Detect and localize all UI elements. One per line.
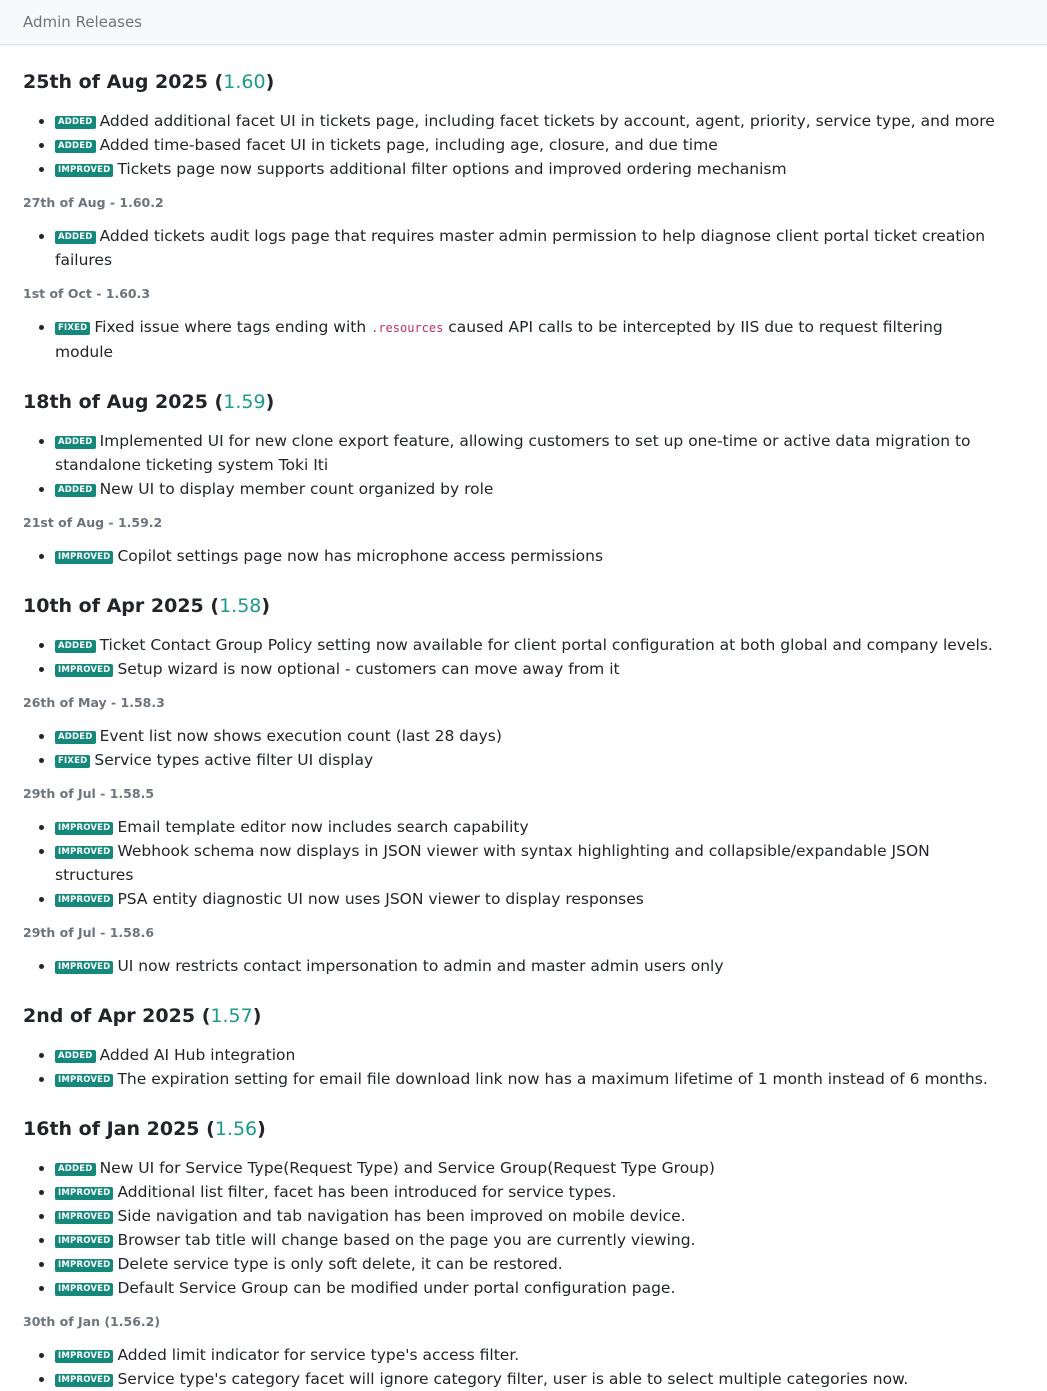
change-list xyxy=(23,532,1024,568)
release-heading: 18th of Aug 2025 (1.59) xyxy=(23,391,275,413)
release-date: 10th of Apr 2025 xyxy=(23,595,204,617)
change-item xyxy=(55,1156,1024,1180)
top-bar xyxy=(0,0,1047,45)
patch-heading: 30th of Jan (1.56.2) xyxy=(23,1314,161,1329)
badge-added: ADDED xyxy=(55,1163,96,1176)
change-item xyxy=(55,1228,1024,1252)
badge-improved: IMPROVED xyxy=(55,664,113,677)
release-heading: 25th of Aug 2025 (1.60) xyxy=(23,71,275,93)
release-version: 1.59 xyxy=(223,391,266,413)
badge-fixed: FIXED xyxy=(55,322,90,335)
change-item xyxy=(55,1204,1024,1228)
badge-improved: IMPROVED xyxy=(55,1350,113,1363)
change-text: Default Service Group can be modified under portal configuration page. xyxy=(117,1279,676,1297)
code-snippet: .resources xyxy=(371,321,444,335)
change-text: Copilot settings page now has microphone access permissions xyxy=(117,547,604,565)
change-list xyxy=(23,618,1024,681)
change-item xyxy=(55,815,1024,839)
badge-improved: IMPROVED xyxy=(55,1074,113,1087)
change-item xyxy=(55,724,1024,748)
change-item xyxy=(55,657,1024,681)
release-date: 25th of Aug 2025 xyxy=(23,71,208,93)
change-list xyxy=(23,942,1024,978)
change-text: Added AI Hub integration xyxy=(99,1046,296,1064)
change-text: New UI for Service Type(Request Type) and Service Group(Request Type Group) xyxy=(99,1159,715,1177)
release-heading: 10th of Apr 2025 (1.58) xyxy=(23,595,271,617)
badge-improved: IMPROVED xyxy=(55,1211,113,1224)
change-text: Webhook schema now displays in JSON viewer with syntax highlighting and collapsible/expandable JSON structures xyxy=(55,842,930,884)
change-text: Added time-based facet UI in tickets page, including age, closure, and due time xyxy=(99,136,718,154)
badge-fixed: FIXED xyxy=(55,755,90,768)
badge-improved: IMPROVED xyxy=(55,1187,113,1200)
change-text: Side navigation and tab navigation has been improved on mobile device. xyxy=(117,1207,686,1225)
change-list xyxy=(23,1141,1024,1300)
change-text: Browser tab title will change based on the page you are currently viewing. xyxy=(117,1231,696,1249)
change-item xyxy=(55,477,1024,501)
change-list xyxy=(23,303,1024,364)
change-item xyxy=(55,887,1024,911)
badge-improved: IMPROVED xyxy=(55,846,113,859)
change-item xyxy=(55,1343,1024,1367)
release-date: 2nd of Apr 2025 xyxy=(23,1005,196,1027)
change-item xyxy=(55,429,1024,477)
patch-heading: 1st of Oct - 1.60.3 xyxy=(23,286,151,301)
change-item xyxy=(55,544,1024,568)
change-list xyxy=(23,212,1024,272)
change-item xyxy=(55,133,1024,157)
change-item xyxy=(55,954,1024,978)
release-heading: 16th of Jan 2025 (1.56) xyxy=(23,1118,266,1140)
release-notes xyxy=(0,45,1047,1391)
badge-improved: IMPROVED xyxy=(55,894,113,907)
badge-improved: IMPROVED xyxy=(55,1283,113,1296)
badge-added: ADDED xyxy=(55,231,96,244)
change-text: Added tickets audit logs page that requires master admin permission to help diagnose client portal ticket creation failures xyxy=(55,227,986,269)
release-heading: 2nd of Apr 2025 (1.57) xyxy=(23,1005,262,1027)
change-list xyxy=(23,94,1024,181)
badge-added: ADDED xyxy=(55,731,96,744)
change-text: Service type's category facet will ignore category filter, user is able to select multiple categories now. xyxy=(117,1370,909,1388)
release-version: 1.56 xyxy=(214,1118,258,1140)
badge-improved: IMPROVED xyxy=(55,1235,113,1248)
badge-added: ADDED xyxy=(55,1050,96,1063)
change-item xyxy=(55,1180,1024,1204)
change-text: Delete service type is only soft delete, it can be restored. xyxy=(117,1255,563,1273)
badge-improved: IMPROVED xyxy=(55,551,113,564)
release-version: 1.58 xyxy=(219,595,262,617)
change-text: Additional list filter, facet has been introduced for service types. xyxy=(117,1183,617,1201)
page-title: Admin Releases xyxy=(23,13,142,31)
patch-heading: 27th of Aug - 1.60.2 xyxy=(23,195,164,210)
change-text: New UI to display member count organized by role xyxy=(99,480,494,498)
change-item xyxy=(55,315,1024,364)
change-text: Setup wizard is now optional - customers can move away from it xyxy=(117,660,620,678)
change-text: Fixed issue where tags ending with xyxy=(94,318,372,336)
badge-added: ADDED xyxy=(55,484,96,497)
change-item xyxy=(55,633,1024,657)
change-text: Ticket Contact Group Policy setting now available for client portal configuration at both global and company levels. xyxy=(99,636,993,654)
badge-improved: IMPROVED xyxy=(55,164,113,177)
change-item xyxy=(55,1067,1024,1091)
patch-heading: 29th of Jul - 1.58.6 xyxy=(23,925,155,940)
badge-added: ADDED xyxy=(55,116,96,129)
badge-improved: IMPROVED xyxy=(55,1374,113,1387)
change-text: Implemented UI for new clone export feature, allowing customers to set up one-time or active data migration to standalone ticketing system Toki Iti xyxy=(55,432,971,474)
change-list xyxy=(23,1028,1024,1091)
change-item xyxy=(55,224,1024,272)
release-version: 1.57 xyxy=(210,1005,253,1027)
change-item xyxy=(55,748,1024,772)
change-text: PSA entity diagnostic UI now uses JSON viewer to display responses xyxy=(117,890,644,908)
change-text: Added limit indicator for service type's access filter. xyxy=(117,1346,520,1364)
release-version: 1.60 xyxy=(223,71,266,93)
change-list xyxy=(23,803,1024,911)
change-item xyxy=(55,109,1024,133)
badge-improved: IMPROVED xyxy=(55,961,113,974)
change-text: Event list now shows execution count (last 28 days) xyxy=(99,727,502,745)
release-date: 18th of Aug 2025 xyxy=(23,391,208,413)
change-item xyxy=(55,1367,1024,1391)
patch-heading: 21st of Aug - 1.59.2 xyxy=(23,515,163,530)
change-text: The expiration setting for email file download link now has a maximum lifetime of 1 month instead of 6 months. xyxy=(117,1070,988,1088)
change-item xyxy=(55,1043,1024,1067)
badge-added: ADDED xyxy=(55,640,96,653)
change-text: Added additional facet UI in tickets page, including facet tickets by account, agent, priority, service type, and more xyxy=(99,112,995,130)
change-item xyxy=(55,1252,1024,1276)
change-text: caused API calls to be intercepted by IIS due to request filtering module xyxy=(55,318,943,361)
badge-added: ADDED xyxy=(55,140,96,153)
change-item xyxy=(55,157,1024,181)
badge-improved: IMPROVED xyxy=(55,822,113,835)
change-item xyxy=(55,1276,1024,1300)
change-text: Email template editor now includes search capability xyxy=(117,818,529,836)
change-list xyxy=(23,712,1024,772)
change-text: Tickets page now supports additional filter options and improved ordering mechanism xyxy=(117,160,787,178)
change-item xyxy=(55,839,1024,887)
patch-heading: 26th of May - 1.58.3 xyxy=(23,695,165,710)
change-list xyxy=(23,1331,1024,1391)
change-text: UI now restricts contact impersonation to admin and master admin users only xyxy=(117,957,724,975)
change-list xyxy=(23,414,1024,501)
release-date: 16th of Jan 2025 xyxy=(23,1118,200,1140)
patch-heading: 29th of Jul - 1.58.5 xyxy=(23,786,155,801)
badge-added: ADDED xyxy=(55,436,96,449)
change-text: Service types active filter UI display xyxy=(94,751,374,769)
badge-improved: IMPROVED xyxy=(55,1259,113,1272)
